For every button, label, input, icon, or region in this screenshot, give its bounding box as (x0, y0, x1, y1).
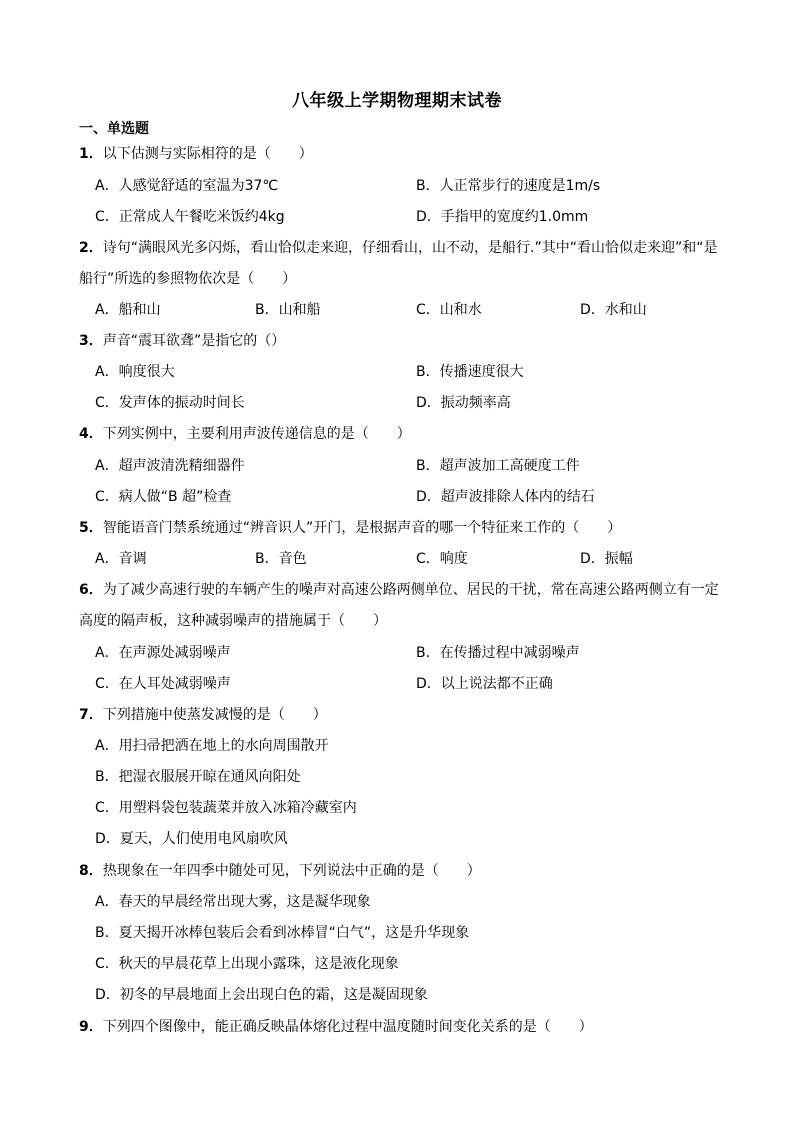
option-b[interactable]: B．超声波加工高硬度工件 (416, 458, 580, 474)
question-3 (79, 331, 749, 351)
question-text: 智能语音门禁系统通过“辨音识人”开门，是根据声音的哪一个特征来工作的（ ） (102, 520, 622, 536)
option-b[interactable]: B．夏天揭开冰棒包装后会看到冰棒冒“白气”，这是升华现象 (95, 925, 470, 941)
option-a[interactable]: A．音调 (95, 551, 147, 567)
question-8-options (95, 892, 755, 1004)
option-d[interactable]: D．夏天，人们使用电风扇吹风 (95, 831, 288, 847)
option-c[interactable]: C．秋天的早晨花草上出现小露珠，这是液化现象 (95, 956, 399, 972)
option-c[interactable]: C．发声体的振动时间长 (95, 395, 245, 411)
option-a[interactable]: A．响度很大 (95, 364, 175, 380)
question-text: 声音“震耳欲聋”是指它的（） (102, 333, 286, 349)
question-4 (79, 424, 749, 444)
question-number: 4． (79, 426, 103, 442)
question-number: 7． (79, 707, 103, 723)
question-number: 3． (79, 333, 103, 349)
question-number: 9． (79, 1019, 103, 1035)
option-c[interactable]: C．山和水 (416, 302, 482, 318)
option-a[interactable]: A．船和山 (95, 302, 161, 318)
option-b[interactable]: B．音色 (255, 551, 307, 567)
question-text: 下列四个图像中，能正确反映晶体熔化过程中温度随时间变化关系的是（ ） (102, 1019, 593, 1035)
option-b[interactable]: B．山和船 (255, 302, 321, 318)
question-3-options (95, 362, 755, 412)
question-number: 1． (79, 146, 103, 162)
question-number: 8． (79, 863, 103, 879)
question-text: 热现象在一年四季中随处可见，下列说法中正确的是（ ） (102, 863, 481, 879)
question-5-options (95, 549, 755, 569)
question-2-options (95, 300, 755, 320)
question-text: 以下估测与实际相符的是（ ） (102, 146, 313, 162)
option-c[interactable]: C．在人耳处减弱噪声 (95, 676, 231, 692)
option-d[interactable]: D．手指甲的宽度约1.0mm (416, 209, 589, 225)
question-1-options (95, 176, 755, 226)
question-text: 下列实例中，主要利用声波传递信息的是（ ） (102, 426, 411, 442)
option-d[interactable]: D．振动频率高 (416, 395, 511, 411)
question-7-options (95, 736, 755, 848)
option-a[interactable]: A．人感觉舒适的室温为37℃ (95, 178, 279, 194)
question-text: 下列措施中使蒸发减慢的是（ ） (102, 707, 327, 723)
question-1 (79, 144, 749, 164)
option-c[interactable]: C．病人做“B 超”检查 (95, 489, 232, 505)
question-text: 诗句“满眼风光多闪烁，看山恰似走来迎，仔细看山，山不动，是船行.”其中“看山恰似走来迎”和“是 (102, 240, 718, 256)
section-heading: 一、单选题 (79, 121, 149, 137)
question-2-line-2: 船行”所选的参照物依次是（ ） (79, 271, 297, 287)
question-6-line-2: 高度的隔声板，这种减弱噪声的措施属于（ ） (79, 613, 387, 629)
option-c[interactable]: C．响度 (416, 551, 468, 567)
option-a[interactable]: A．用扫帚把洒在地上的水向周围散开 (95, 738, 329, 754)
option-d[interactable]: D．以上说法都不正确 (416, 676, 553, 692)
question-6 (79, 580, 749, 600)
question-number: 2． (79, 240, 103, 256)
option-d[interactable]: D．初冬的早晨地面上会出现白色的霜，这是凝固现象 (95, 987, 428, 1003)
question-number: 5． (79, 520, 103, 536)
question-number: 6． (79, 582, 103, 598)
option-a[interactable]: A．在声源处减弱噪声 (95, 645, 231, 661)
question-7 (79, 705, 749, 725)
option-d[interactable]: D．水和山 (580, 302, 647, 318)
question-9 (79, 1017, 749, 1037)
question-text: 为了减少高速行驶的车辆产生的噪声对高速公路两侧单位、居民的干扰，常在高速公路两侧立有一定 (102, 582, 719, 598)
option-c[interactable]: C．正常成人午餐吃米饭约4kg (95, 209, 285, 225)
option-b[interactable]: B．把湿衣服展开晾在通风向阳处 (95, 769, 301, 785)
question-5 (79, 518, 749, 538)
option-a[interactable]: A．春天的早晨经常出现大雾，这是凝华现象 (95, 894, 371, 910)
option-a[interactable]: A．超声波清洗精细器件 (95, 458, 245, 474)
option-d[interactable]: D．超声波排除人体内的结石 (416, 489, 595, 505)
question-4-options (95, 456, 755, 506)
option-b[interactable]: B．人正常步行的速度是1m/s (416, 178, 601, 194)
option-b[interactable]: B．传播速度很大 (416, 364, 524, 380)
option-d[interactable]: D．振幅 (580, 551, 633, 567)
page-title: 八年级上学期物理期末试卷 (292, 91, 502, 111)
question-6-options (95, 643, 755, 693)
option-b[interactable]: B．在传播过程中减弱噪声 (416, 645, 580, 661)
question-2 (79, 238, 749, 258)
option-c[interactable]: C．用塑料袋包装蔬菜并放入冰箱冷藏室内 (95, 800, 357, 816)
question-8 (79, 861, 749, 881)
